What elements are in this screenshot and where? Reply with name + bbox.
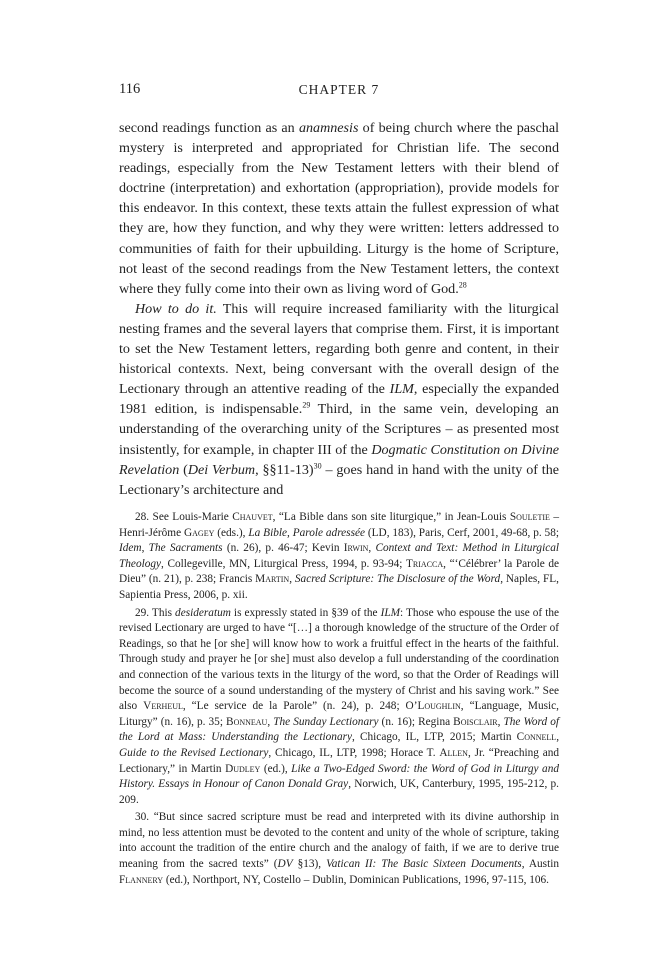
text-run: ,	[368, 542, 376, 555]
footnotes	[119, 510, 559, 890]
author-name: Verheul	[143, 700, 183, 713]
footnote-ref-30[interactable]: 30	[313, 460, 322, 470]
book-title: Guide to the Revised Lectionary	[119, 746, 269, 759]
main-text	[119, 118, 559, 500]
italic-term: Idem	[119, 542, 142, 555]
text-run: , Naples, FL, Sapientia Press, 2006, p. xii.	[119, 573, 559, 601]
text-run: , “La Bible dans son site liturgique,” in Jean-Louis	[272, 511, 510, 523]
text-run: (ed.),	[260, 762, 292, 775]
text-run: of being church where the paschal mystery is interpreted and appropriated for Christian life. The second readings, especially from the New Testament letters with their blend of doctrine (interpretation) and exhortation (appropriation), provide models for this endeavor. In this context, these texts attain the fullest expression of what they are, how they function, and why they were written: letters addressed to communities of faith for their upbuilding. Liturgy is the home of Scripture, not least of the second readings from the New Testament letters, the context where they fully come into their own as living word of God.	[119, 120, 559, 297]
text-run: is expressly stated in §39 of the	[230, 606, 381, 619]
text-run: This will require increased familiarity with the liturgical nesting frames and the several layers that comprise them. First, it is important to set the New Testament letters, regarding both genre and content, in their historical contexts. Next, being conversant with the overall design of the Lectionary through an attentive reading of the	[119, 300, 559, 398]
footnote-28	[119, 510, 559, 604]
paragraph-1	[119, 118, 559, 299]
italic-term: desideratum	[175, 606, 231, 619]
book-title: Vatican II: The Basic Sixteen Documents	[326, 858, 522, 871]
footnote-ref-29[interactable]: 29	[302, 400, 311, 410]
run-in-heading: How to do it.	[135, 300, 217, 317]
author-name: Bonneau	[226, 715, 268, 728]
italic-term: ILM	[389, 381, 414, 398]
text-run: (	[179, 461, 188, 478]
author-name: Gagey	[183, 526, 215, 539]
text-run: second readings function as an	[119, 120, 299, 136]
author-name: Dudley	[225, 762, 261, 775]
paragraph-2	[119, 299, 559, 500]
author-name: Irwin	[343, 542, 369, 555]
book-title: The Sunday Lectionary	[273, 715, 379, 728]
author-name: Allen	[439, 746, 468, 759]
page-number: 116	[119, 81, 141, 97]
author-name: Chauvet	[232, 511, 273, 523]
text-run: , Chicago, IL, LTP, 1998; Horace T.	[268, 746, 440, 759]
text-run: – Henri-Jérôme	[119, 511, 559, 539]
book-title: The Word of the Lord at Mass: Understanding the Lectionary	[119, 715, 559, 744]
text-run: , Austin	[521, 858, 559, 871]
text-run: , Collegeville, MN, Liturgical Press, 1994, p. 93-94;	[161, 557, 407, 570]
italic-term: anamnesis	[298, 120, 359, 136]
text-run: ,	[289, 573, 295, 586]
text-run: , Norwich, UK, Canterbury, 1995, 195-212, p. 209.	[119, 778, 559, 806]
italic-title: Dogmatic Constitution on Divine Revelation	[119, 441, 559, 478]
text-run: Third, in the same vein, developing an understanding of the overarching unity of the Scriptures – as presented most insistently, for example, in chapter III of the	[119, 401, 559, 458]
text-run: (eds.),	[214, 526, 249, 539]
author-name: Loughlin	[417, 700, 461, 713]
text-run: ,	[556, 731, 560, 744]
book-title: Context and Text: Method in Liturgical Theology	[119, 542, 560, 570]
text-run: , Jr. “Preaching and Lectionary,” in Martin	[119, 746, 560, 775]
text-run: ,	[497, 715, 504, 728]
chapter-heading: CHAPTER 7	[298, 82, 380, 97]
author-name: Martin	[255, 573, 290, 586]
text-run: , “‘Célébrer’ la Parole de Dieu” (n. 21), p. 238; Francis	[119, 557, 559, 586]
text-run: , §§11-13)	[255, 461, 314, 478]
footnote-29	[119, 606, 559, 809]
author-name: Flannery	[119, 873, 164, 886]
book-title: Like a Two-Edged Sword: the Word of God in Liturgy and History. Essays in Honour of Canon Donald Gray	[119, 762, 559, 791]
text-run: – goes hand in hand with the unity of the Lectionary’s architecture and	[119, 461, 560, 498]
text-run: : Those who espouse the use of the revised Lectionary are urged to have “[…] a thorough knowledge of the structure of the Order of Readings, so that he [or she] will know how to work a fruitful effect in the hearts of the faithful. Through study and prayer he [or she] must also develop a full understanding of the coordination and connection of the various texts in the liturgy of the word, so that the Order of Readings will become the source of a sound understanding of the mystery of Christ and his saving work.” See also	[119, 606, 560, 713]
text-run: , “Le service de la Parole” (n. 24), p. 248; O’	[182, 700, 418, 713]
author-name: Souletie	[509, 511, 550, 523]
text-run: (n. 16); Regina	[378, 715, 454, 728]
footnote-30	[119, 810, 559, 888]
author-name: Boisclair	[453, 715, 498, 728]
running-header	[119, 81, 559, 101]
italic-term: DV	[277, 858, 293, 871]
text-run: , especially the expanded 1981 edition, is indispensable.	[119, 381, 560, 418]
footnote-ref-28[interactable]: 28	[458, 280, 467, 290]
text-run: 28. See Louis-Marie	[135, 511, 233, 523]
text-run: (LD, 183), Paris, Cerf, 2001, 49-68, p. 58;	[365, 526, 559, 539]
text-run: , “Language, Music, Liturgy” (n. 16), p. 35;	[119, 700, 559, 728]
text-run: ,	[267, 715, 274, 728]
book-title: The Sacraments	[148, 542, 223, 555]
text-run: 30. “But since sacred scripture must be read and interpreted with its divine authorship in mind, no less attention must be devoted to the content and unity of the whole of scripture, taking into account the tradition of the entire church and the analogy of faith, if we are to derive true meaning from the sacred texts” (	[119, 811, 559, 871]
text-run: ,	[141, 542, 149, 555]
author-name: Connell	[516, 731, 557, 744]
book-title: La Bible, Parole adressée	[248, 526, 366, 539]
text-run: 29. This	[135, 606, 176, 619]
author-name: Triacca	[406, 557, 444, 570]
italic-term: ILM	[380, 606, 401, 619]
book-title: Sacred Scripture: The Disclosure of the Word	[294, 573, 501, 586]
text-run: (ed.), Northport, NY, Costello – Dublin, Dominican Publications, 1996, 97-115, 106.	[163, 873, 550, 886]
text-run: (n. 26), p. 46-47; Kevin	[222, 542, 344, 555]
text-run: , Chicago, IL, LTP, 2015; Martin	[352, 731, 517, 744]
italic-title: Dei Verbum	[187, 461, 256, 478]
text-run: §13),	[292, 858, 327, 871]
